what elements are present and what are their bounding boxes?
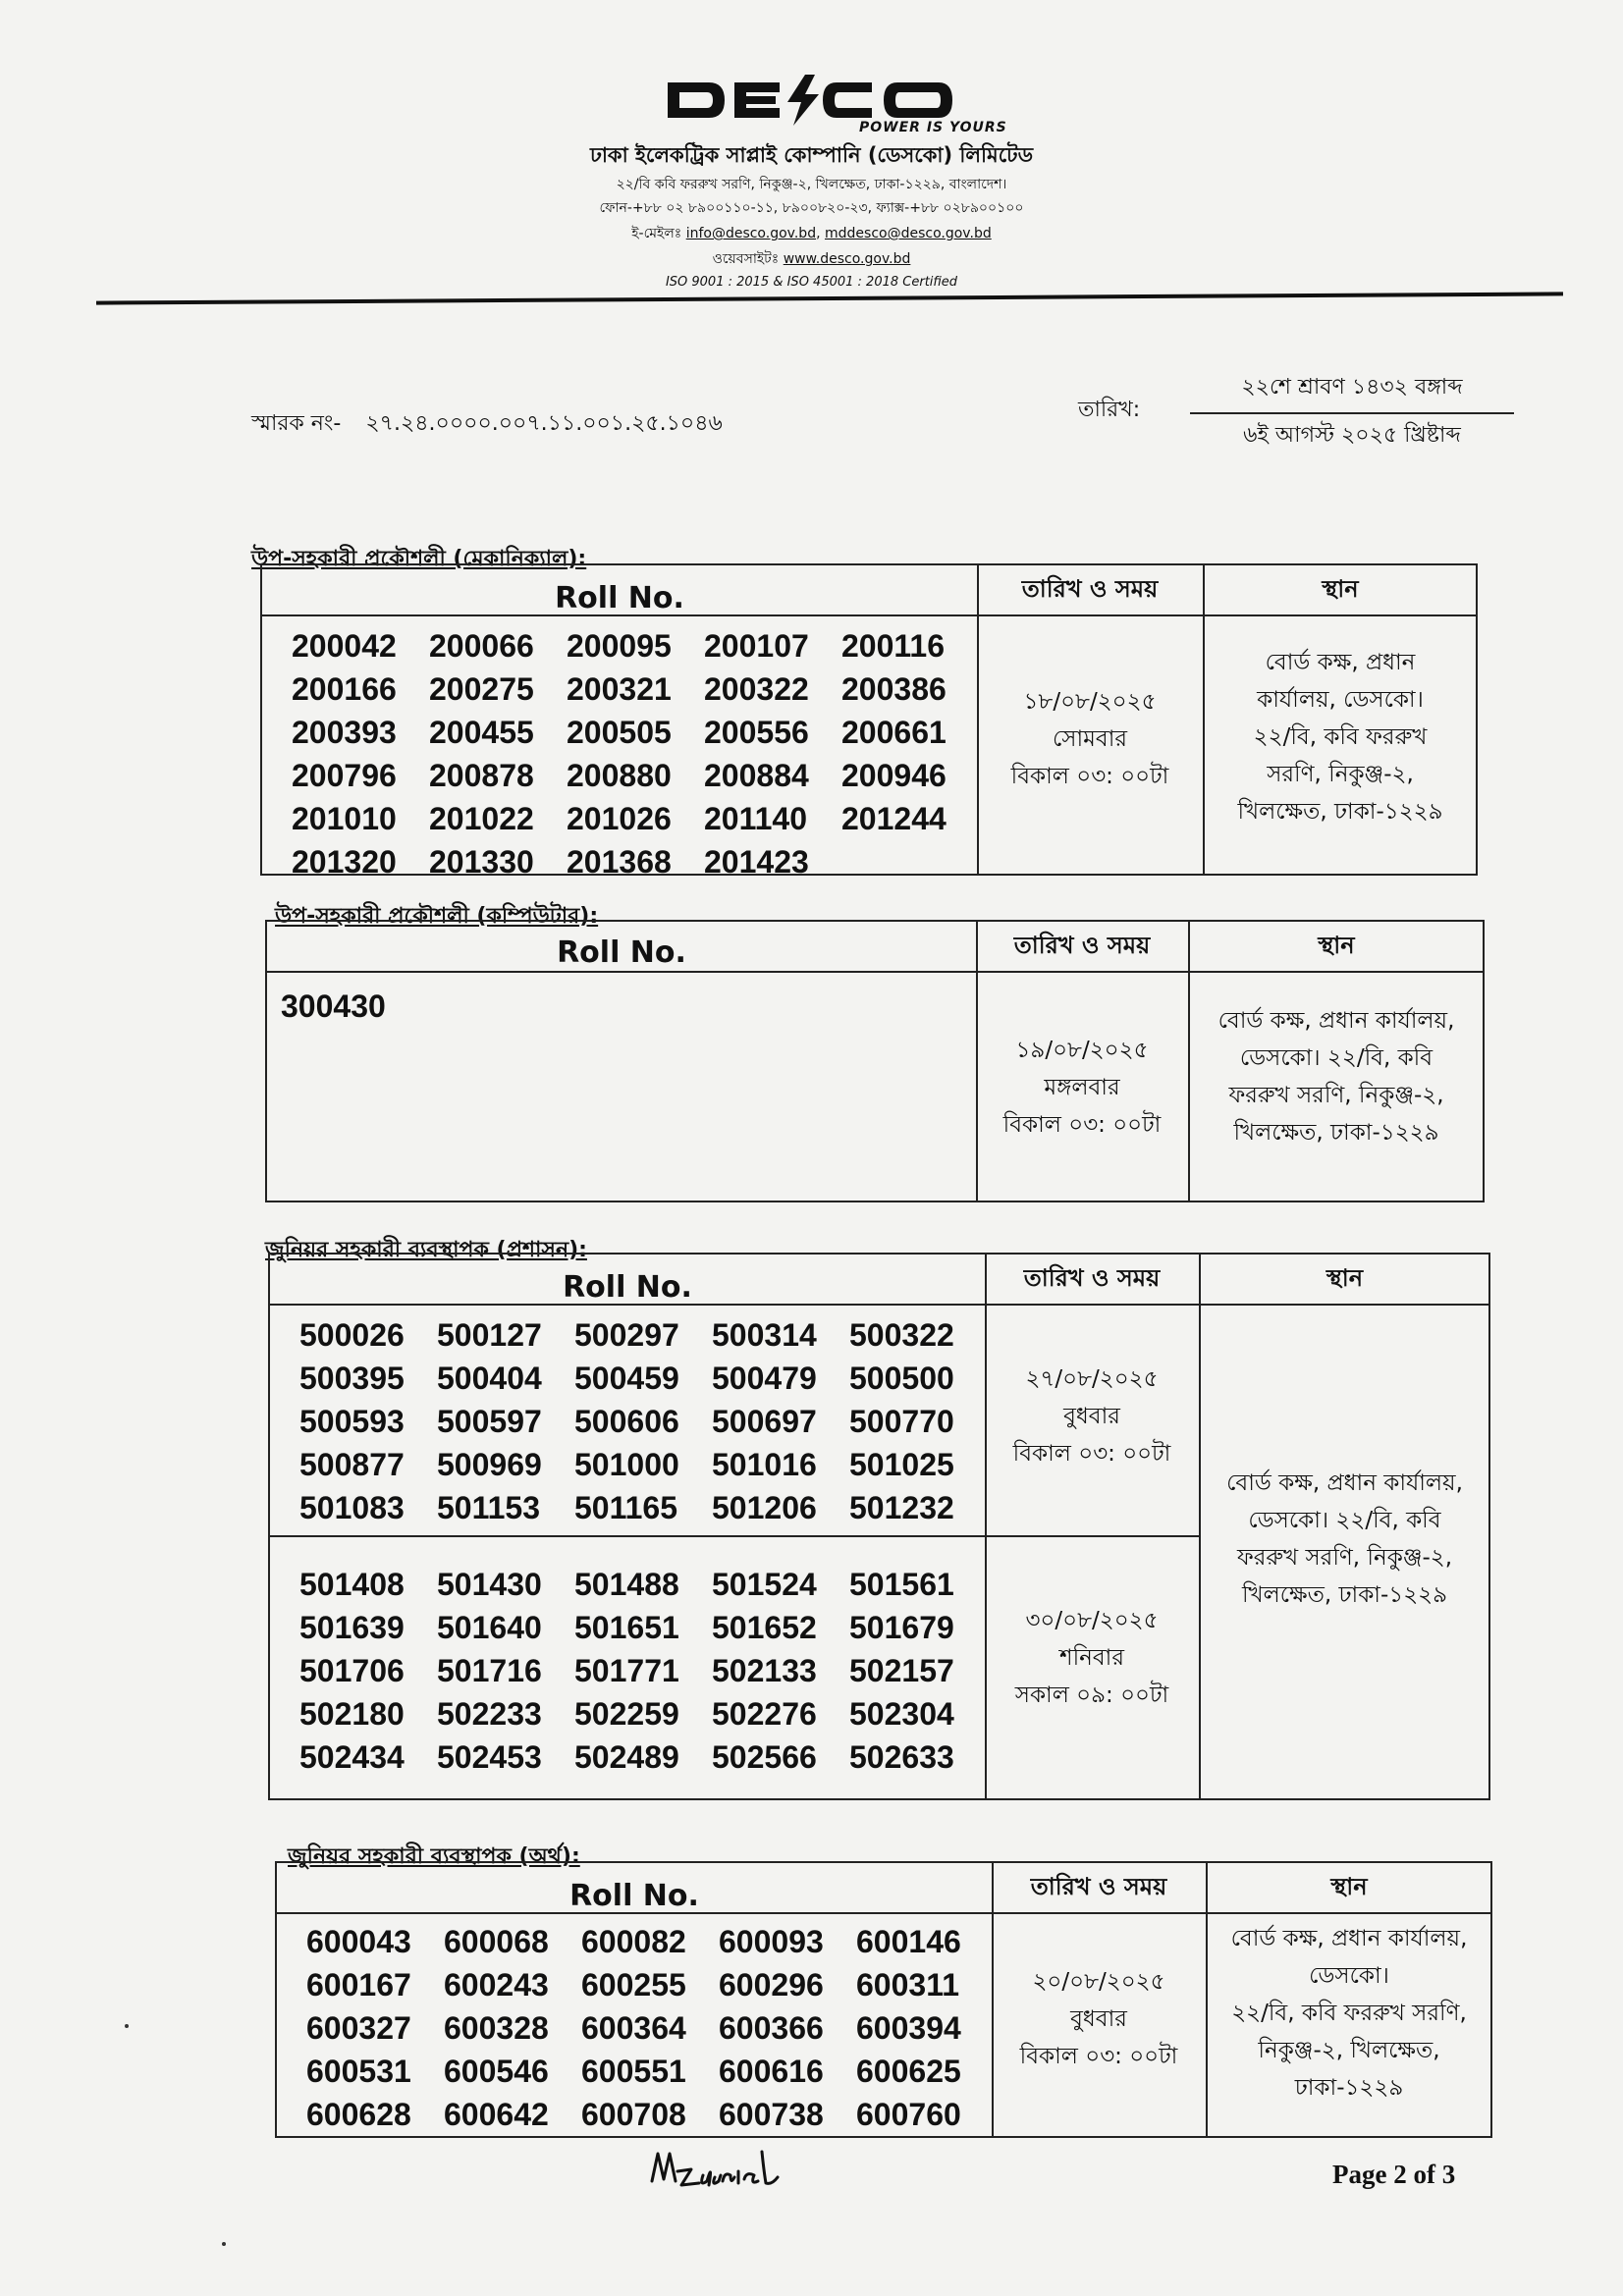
roll-numbers-mechanical [292,624,979,883]
exam-time: বিকাল ০৩: ০০টা [1019,2044,1178,2069]
roll-number: 502453 [437,1739,542,1775]
roll-row [306,1920,994,1963]
memo-reference [251,406,723,443]
roll-row [306,1963,994,2006]
roll-numbers-admin-batch-1 [299,1313,987,1529]
roll-number: 600642 [444,2097,549,2132]
roll-number: 200042 [292,628,397,664]
roll-number: 501716 [437,1653,542,1688]
place-line: ডেসকো। ২২/বি, কবি [1239,1045,1434,1071]
place-line: খিলক্ষেত, ঢাকা-১২২৯ [1237,799,1443,825]
roll-number: 600625 [856,2054,961,2089]
roll-number: 501408 [299,1567,405,1602]
place-line: বোর্ড কক্ষ, প্রধান কার্যালয়, [1230,1926,1468,1951]
roll-number: 502157 [849,1653,954,1688]
roll-number: 200116 [841,628,946,664]
header-roll-no: Roll No. [555,581,684,615]
roll-number: 201423 [704,844,809,880]
roll-number: 600243 [444,1967,549,2002]
roll-number: 300430 [281,988,386,1024]
organization-name: ঢাকা ইলেকট্রিক সাপ্লাই কোম্পানি (ডেসকো) লিমিটেড [589,143,1034,167]
exam-place-mechanical [1203,644,1478,830]
roll-row [292,624,979,667]
place-line: ঢাকা-১২২৯ [1294,2075,1404,2101]
roll-number: 502566 [712,1739,817,1775]
roll-number: 500322 [849,1317,954,1353]
roll-number: 600628 [306,2097,411,2132]
roll-number: 600167 [306,1967,411,2002]
roll-number: 600311 [856,1967,960,2002]
header-place: স্থান [1330,1873,1368,1900]
exam-day: বুধবার [1063,1404,1120,1429]
organization-website [0,247,1623,271]
exam-datetime-admin-2 [985,1602,1199,1714]
roll-number: 500969 [437,1447,542,1482]
roll-number: 201010 [292,801,397,836]
email-link-md[interactable]: mddesco@desco.gov.bd [825,226,992,241]
roll-row [292,711,979,754]
roll-number: 501016 [712,1447,817,1482]
roll-number: 501000 [574,1447,679,1482]
iso-certification: ISO 9001 : 2015 & ISO 45001 : 2018 Certified [665,275,958,290]
roll-number: 200321 [567,671,672,707]
memo-date-bangla: ২২শে শ্রাবণ ১৪৩২ বঙ্গাব্দ [1190,370,1514,414]
roll-number: 501651 [574,1610,679,1645]
exam-date: ১৮/০৮/২০২৫ [1023,689,1157,715]
roll-row [299,1443,987,1486]
roll-number: 502633 [849,1739,954,1775]
roll-number: 500127 [437,1317,542,1353]
exam-day: সোমবার [1052,726,1128,752]
roll-number: 502233 [437,1696,542,1732]
signature-mark [648,2142,805,2201]
organization-email: ই-মেইলঃ info@desco.gov.bd, mddesco@desco.gov.bd [631,226,992,241]
roll-number: 501679 [849,1610,954,1645]
roll-number: 600328 [444,2010,549,2046]
section-title-mechanical: উপ-সহকারী প্রকৌশলী (মেকানিক্যাল): [251,547,587,571]
roll-number: 500395 [299,1361,405,1396]
schedule-table-computer [265,920,1485,1202]
roll-number: 500404 [437,1361,542,1396]
roll-row [299,1400,987,1443]
place-line: বোর্ড কক্ষ, প্রধান কার্যালয়, [1226,1470,1463,1496]
exam-place-admin [1199,1465,1490,1614]
roll-number: 201330 [429,844,534,880]
exam-date: ১৯/০৮/২০২৫ [1015,1038,1149,1063]
exam-time: বিকাল ০৩: ০০টা [1002,1112,1162,1138]
header-place: স্থান [1318,932,1355,959]
roll-number: 600708 [581,2097,686,2132]
exam-datetime-finance [992,1963,1206,2075]
roll-number: 501639 [299,1610,405,1645]
roll-number: 600146 [856,1924,961,1959]
roll-number: 501640 [437,1610,542,1645]
exam-time: সকাল ০৯: ০০টা [1014,1682,1169,1708]
section-title-admin: জুনিয়র সহকারী ব্যবস্থাপক (প্রশাসন): [265,1238,587,1262]
exam-date: ২৭/০৮/২০২৫ [1025,1366,1159,1392]
roll-number: 500770 [849,1404,954,1439]
roll-number: 200393 [292,715,397,750]
place-line: কার্যালয়, ডেসকো। [1257,687,1424,713]
roll-number: 501206 [712,1490,817,1525]
roll-number: 500593 [299,1404,405,1439]
roll-number: 501706 [299,1653,405,1688]
roll-number: 501153 [437,1490,541,1525]
roll-row [299,1563,987,1606]
roll-number: 500877 [299,1447,405,1482]
scan-speck [125,2024,129,2028]
place-line: বোর্ড কক্ষ, প্রধান [1265,650,1416,675]
roll-number: 500500 [849,1361,954,1396]
roll-row [292,797,979,840]
exam-date: ৩০/০৮/২০২৫ [1025,1608,1159,1633]
exam-place-finance [1206,1920,1492,2107]
roll-number: 500026 [299,1317,405,1353]
exam-time: বিকাল ০৩: ০০টা [1010,764,1169,789]
roll-number: 502259 [574,1696,679,1732]
roll-number: 200095 [567,628,672,664]
roll-number: 200884 [704,758,809,793]
letterhead-divider [96,292,1563,304]
header-place: স্থান [1322,575,1359,603]
section-title-computer: উপ-সহকারী প্রকৌশলী (কম্পিউটার): [275,904,599,929]
roll-numbers-finance [306,1920,994,2136]
roll-number: 501232 [849,1490,954,1525]
roll-numbers-admin-batch-2 [299,1563,987,1779]
roll-number: 600760 [856,2097,961,2132]
roll-number: 501652 [712,1610,817,1645]
schedule-table-finance [275,1861,1492,2138]
header-datetime: তারিখ ও সময় [1023,1264,1161,1292]
schedule-table-admin [268,1253,1490,1800]
roll-number: 200878 [429,758,534,793]
roll-number: 201368 [567,844,672,880]
memo-date [1190,370,1514,454]
email-label: ই-মেইলঃ [631,226,682,241]
roll-number: 501488 [574,1567,679,1602]
page-number: Page 2 of 3 [1332,2160,1456,2189]
roll-number: 201022 [429,801,534,836]
roll-number: 600082 [581,1924,686,1959]
roll-number: 502180 [299,1696,405,1732]
roll-number: 501524 [712,1567,817,1602]
roll-number: 200275 [429,671,534,707]
roll-number: 600093 [719,1924,824,1959]
header-datetime: তারিখ ও সময় [1030,1873,1167,1900]
roll-number: 502304 [849,1696,954,1732]
header-place: স্থান [1325,1264,1364,1292]
roll-number: 502489 [574,1739,679,1775]
roll-number: 501165 [574,1490,678,1525]
place-line: ২২/বি, কবি ফররুখ সরণি, [1231,2001,1467,2026]
roll-number: 500597 [437,1404,542,1439]
roll-row [306,2093,994,2136]
roll-number: 600255 [581,1967,686,2002]
header-divider [267,971,1483,973]
roll-number: 600043 [306,1924,411,1959]
roll-number: 600364 [581,2010,686,2046]
place-line: ডেসকো। ২২/বি, কবি [1248,1508,1441,1533]
roll-row [292,754,979,797]
memo-date-label: তারিখ: [1078,398,1141,422]
place-line: নিকুঞ্জ-২, খিলক্ষেত, [1258,2038,1440,2063]
roll-number: 600327 [306,2010,411,2046]
roll-row [299,1357,987,1400]
roll-number: 201026 [567,801,672,836]
roll-row [281,985,418,1028]
roll-number: 501561 [849,1567,954,1602]
section-title-finance: জুনিয়র সহকারী ব্যবস্থাপক (অর্থ): [288,1844,580,1869]
roll-number: 502276 [712,1696,817,1732]
roll-number: 200880 [567,758,672,793]
roll-number: 600531 [306,2054,411,2089]
roll-number: 501083 [299,1490,405,1525]
row-divider [270,1535,1199,1537]
roll-number: 600068 [444,1924,549,1959]
roll-number: 600366 [719,2010,824,2046]
roll-number: 600616 [719,2054,824,2089]
roll-number: 200556 [704,715,809,750]
roll-number: 600551 [581,2054,686,2089]
roll-number: 201140 [704,801,808,836]
header-roll-no: Roll No. [557,935,686,970]
exam-day: শনিবার [1058,1645,1125,1671]
roll-number: 200066 [429,628,534,664]
exam-datetime-computer [976,1032,1188,1144]
header-roll-no: Roll No. [563,1270,692,1305]
organization-address: ২২/বি কবি ফররুখ সরণি, নিকুঞ্জ-২, খিলক্ষেত, ঢাকা-১২২৯, বাংলাদেশ। [616,177,1007,192]
place-line: সরণি, নিকুঞ্জ-২, [1267,762,1414,787]
roll-row [292,667,979,711]
place-line: ফররুখ সরণি, নিকুঞ্জ-২, [1236,1545,1453,1571]
schedule-table-mechanical [260,563,1478,880]
roll-number: 200455 [429,715,534,750]
roll-number: 200505 [567,715,672,750]
place-line: খিলক্ষেত, ঢাকা-১২২৯ [1233,1120,1439,1146]
signature [648,2142,805,2201]
roll-number: 600394 [856,2010,961,2046]
email-link-info[interactable]: info@desco.gov.bd [685,226,817,241]
roll-number: 500314 [712,1317,817,1353]
roll-number: 200946 [841,758,947,793]
roll-number: 502434 [299,1739,405,1775]
roll-number: 500479 [712,1361,817,1396]
roll-number: 500297 [574,1317,679,1353]
roll-row [292,840,979,883]
roll-row [299,1313,987,1357]
roll-number: 600738 [719,2097,824,2132]
header-datetime: তারিখ ও সময় [1021,575,1159,603]
organization-phone: ফোন-+৮৮ ০২ ৮৯০০১১০-১১, ৮৯০০৮২০-২৩, ফ্যাক্স-+৮৮ ০২৮৯০০১০০ [599,200,1024,216]
roll-row [306,2006,994,2050]
place-line: ডেসকো। [1309,1963,1389,1989]
exam-place-computer [1188,1002,1485,1151]
roll-number: 502133 [712,1653,817,1688]
roll-number: 600546 [444,2054,549,2089]
roll-numbers-computer [281,985,418,1028]
roll-number: 501430 [437,1567,542,1602]
place-line: ২২/বি, কবি ফররুখ [1253,724,1428,750]
roll-number: 200322 [704,671,809,707]
roll-row [299,1606,987,1649]
roll-number: 500606 [574,1404,679,1439]
exam-time: বিকাল ০৩: ০০টা [1012,1441,1171,1467]
place-line: ফররুখ সরণি, নিকুঞ্জ-২, [1228,1083,1444,1108]
exam-datetime-admin-1 [985,1361,1199,1472]
roll-number: 201320 [292,844,397,880]
roll-number: 201244 [841,801,947,836]
exam-datetime-mechanical [977,683,1203,795]
exam-day: বুধবার [1070,2006,1127,2032]
website-label: ওয়েবসাইটঃ [712,251,780,267]
scan-speck [222,2242,226,2246]
roll-number: 200166 [292,671,397,707]
website-link[interactable]: www.desco.gov.bd [783,251,911,267]
roll-row [299,1649,987,1692]
roll-number: 500697 [712,1404,817,1439]
roll-row [299,1486,987,1529]
roll-number: 600296 [719,1967,824,2002]
roll-number: 200107 [704,628,809,664]
memo-ref-number: ২৭.২৪.০০০০.০০৭.১১.০০১.২৫.১০৪৬ [365,411,723,436]
roll-row [306,2050,994,2093]
exam-day: মঙ্গলবার [1044,1075,1120,1100]
logo-tagline: POWER IS YOURS [859,120,1007,135]
roll-number: 200661 [841,715,947,750]
memo-date-english: ৬ই আগস্ট ২০২৫ খ্রিষ্টাব্দ [1243,423,1461,448]
roll-number: 200386 [841,671,947,707]
place-line: খিলক্ষেত, ঢাকা-১২২৯ [1241,1582,1448,1608]
exam-date: ২০/০৮/২০২৫ [1032,1969,1165,1995]
header-datetime: তারিখ ও সময় [1013,932,1151,959]
roll-number: 501771 [574,1653,679,1688]
roll-row [299,1735,987,1779]
memo-ref-label: স্মারক নং- [251,411,342,436]
place-line: বোর্ড কক্ষ, প্রধান কার্যালয়, [1217,1008,1455,1034]
header-roll-no: Roll No. [569,1879,699,1913]
roll-number: 501025 [849,1447,954,1482]
roll-row [299,1692,987,1735]
roll-number: 500459 [574,1361,679,1396]
roll-number: 200796 [292,758,397,793]
